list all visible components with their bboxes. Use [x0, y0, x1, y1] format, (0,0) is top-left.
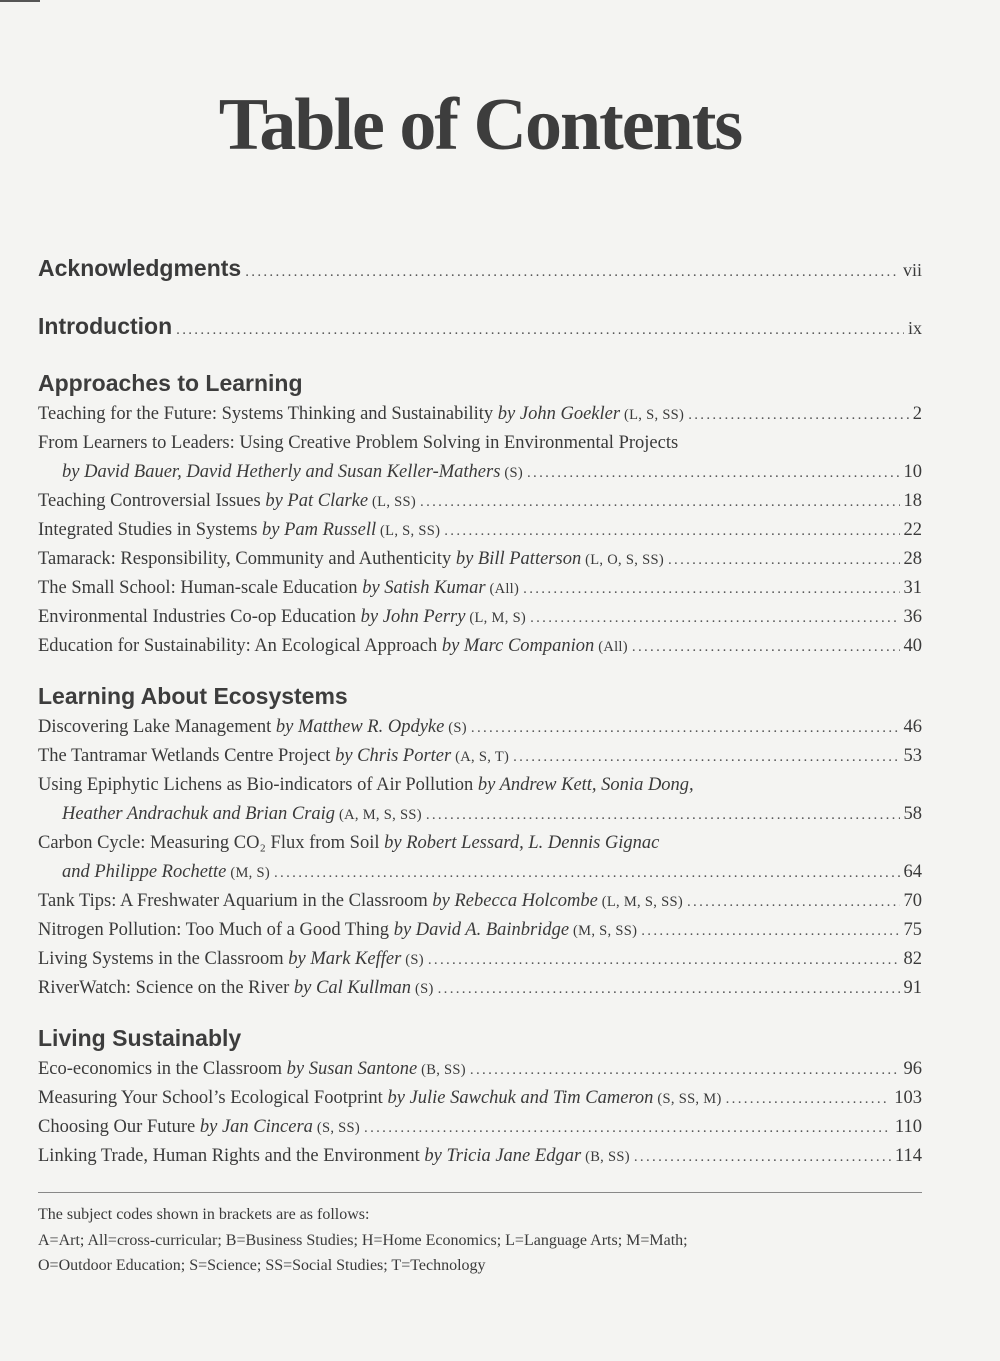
dot-leader — [687, 888, 900, 917]
dot-leader — [668, 546, 900, 575]
entry-author: by Matthew R. Opdyke — [275, 717, 445, 737]
toc-entry[interactable] — [38, 713, 922, 742]
toc-entry[interactable] — [38, 887, 922, 916]
toc-entry[interactable] — [38, 829, 922, 858]
subject-codes: (All) — [594, 639, 628, 655]
dot-leader — [176, 310, 904, 350]
subject-codes: (L, SS) — [368, 494, 417, 510]
toc-entry[interactable] — [38, 400, 922, 429]
entry-author: by Marc Companion — [441, 636, 595, 656]
dot-leader — [513, 743, 899, 772]
sections-container — [38, 346, 922, 1171]
page-number: 18 — [903, 491, 922, 511]
toc-entry[interactable] — [38, 603, 922, 632]
subject-codes: (S) — [500, 465, 523, 481]
footnote-line: The subject codes shown in brackets are as follows: — [38, 1206, 370, 1223]
entry-author: by Andrew Kett, Sonia Dong, — [477, 775, 694, 795]
page-number: 46 — [903, 717, 922, 737]
toc-entry[interactable] — [38, 916, 922, 945]
entry-title: Tamarack: Responsibility, Community and Authenticity — [38, 549, 456, 569]
entry-author: by Julie Sawchuk and Tim Cameron — [387, 1088, 654, 1108]
dot-leader — [444, 517, 899, 546]
page-number: 22 — [903, 520, 922, 540]
entry-title: Eco-economics in the Classroom — [38, 1059, 287, 1079]
entry-title: Nitrogen Pollution: Too Much of a Good Thing — [38, 920, 394, 940]
dot-leader — [438, 975, 900, 1004]
toc-entry[interactable] — [38, 742, 922, 771]
page-number: 103 — [894, 1088, 922, 1108]
subject-codes: (L, M, S) — [465, 610, 527, 626]
entry-title: Using Epiphytic Lichens as Bio-indicators of Air Pollution — [38, 775, 478, 795]
dot-leader — [523, 575, 899, 604]
dot-leader — [470, 1056, 900, 1085]
entry-title: Integrated Studies in Systems — [38, 520, 263, 540]
page-number: vii — [902, 260, 922, 280]
entry-author: by Chris Porter — [335, 746, 452, 766]
page-number: 110 — [894, 1117, 922, 1137]
corner-mark — [0, 0, 40, 2]
subject-codes: (S) — [444, 720, 467, 736]
entry-title: Education for Sustainability: An Ecological Approach — [38, 636, 442, 656]
entry-label: Acknowledgments — [38, 255, 242, 281]
footnote-line: A=Art; All=cross-curricular; B=Business Studies; H=Home Economics; L=Language Arts; M=Math; — [38, 1231, 688, 1249]
page-number: 53 — [903, 746, 922, 766]
entry-author: and Philippe Rochette — [62, 862, 227, 882]
page-number: 58 — [903, 804, 922, 824]
entry-title: Tank Tips: A Freshwater Aquarium in the Classroom — [38, 891, 433, 911]
subject-codes: (A, M, S, SS) — [335, 807, 422, 823]
toc-entry[interactable] — [38, 545, 922, 574]
page-title: Table of Contents — [218, 84, 742, 166]
entry-author: by Mark Keffer — [288, 949, 402, 969]
entry-title: The Tantramar Wetlands Centre Project — [38, 746, 336, 766]
page-number: 75 — [903, 920, 922, 940]
toc-entry-introduction[interactable] — [38, 306, 922, 346]
toc-entry[interactable] — [38, 574, 922, 603]
entry-label: Introduction — [38, 313, 173, 339]
entry-title: Carbon Cycle: Measuring CO₂ Flux from Soil — [38, 833, 385, 853]
entry-author: by Robert Lessard, L. Dennis Gignac — [384, 833, 660, 853]
subject-codes: (A, S, T) — [451, 749, 510, 765]
subject-codes: (S) — [411, 981, 434, 997]
footnote-line: O=Outdoor Education; S=Science; SS=Social Studies; T=Technology — [38, 1257, 486, 1274]
dot-leader — [527, 459, 900, 488]
table-of-contents — [38, 248, 922, 1171]
dot-leader — [688, 401, 909, 430]
subject-codes: (B, SS) — [417, 1062, 466, 1078]
subject-codes: (S) — [401, 952, 424, 968]
dot-leader — [641, 917, 899, 946]
dot-leader — [530, 604, 899, 633]
entry-title: Discovering Lake Management — [38, 717, 276, 737]
subject-codes-footnote — [38, 1202, 922, 1279]
toc-entry[interactable] — [38, 516, 922, 545]
toc-entry-acknowledgments[interactable] — [38, 248, 922, 288]
entry-author: by David Bauer, David Hetherly and Susan Keller-Mathers — [62, 462, 501, 482]
toc-entry[interactable] — [38, 858, 922, 887]
toc-entry[interactable] — [38, 458, 922, 487]
toc-entry[interactable] — [38, 945, 922, 974]
subject-codes: (L, S, SS) — [376, 523, 441, 539]
page-number: 10 — [903, 462, 922, 482]
section-heading: Living Sustainably — [38, 1025, 242, 1051]
entry-author: by John Goekler — [497, 404, 621, 424]
entry-author: by David A. Bainbridge — [393, 920, 570, 940]
toc-entry[interactable] — [38, 771, 922, 800]
entry-title: Living Systems in the Classroom — [38, 949, 289, 969]
subject-codes: (M, S, SS) — [569, 923, 638, 939]
toc-entry[interactable] — [38, 429, 922, 458]
page-number: 31 — [903, 578, 922, 598]
dot-leader — [426, 801, 900, 830]
entry-title: From Learners to Leaders: Using Creative Problem Solving in Environmental Projects — [38, 433, 679, 453]
toc-entry[interactable] — [38, 974, 922, 1003]
entry-author: by Cal Kullman — [293, 978, 412, 998]
entry-author: by Bill Patterson — [455, 549, 582, 569]
page-number: 70 — [903, 891, 922, 911]
dot-leader — [245, 252, 899, 292]
entry-author: by Pam Russell — [262, 520, 377, 540]
entry-title: Measuring Your School’s Ecological Footprint — [38, 1088, 388, 1108]
toc-entry[interactable] — [38, 1055, 922, 1084]
page-number: 36 — [903, 607, 922, 627]
subject-codes: (All) — [485, 581, 520, 597]
dot-leader — [428, 946, 900, 975]
entry-author: by Pat Clarke — [265, 491, 369, 511]
dot-leader — [632, 633, 900, 662]
page-number: 82 — [903, 949, 922, 969]
page-number: 40 — [903, 636, 922, 656]
entry-author: by Satish Kumar — [362, 578, 486, 598]
entry-author: by John Perry — [360, 607, 466, 627]
dot-leader — [364, 1114, 891, 1143]
subject-codes: (B, SS) — [581, 1149, 630, 1165]
entry-title: Teaching Controversial Issues — [38, 491, 266, 511]
subject-codes: (S, SS, M) — [653, 1091, 722, 1107]
entry-title: The Small School: Human-scale Education — [38, 578, 363, 598]
entry-title: Environmental Industries Co-op Education — [38, 607, 361, 627]
section-heading: Approaches to Learning — [38, 370, 303, 396]
page-number: 91 — [903, 978, 922, 998]
toc-entry[interactable] — [38, 1113, 922, 1142]
entry-author: by Tricia Jane Edgar — [424, 1146, 582, 1166]
toc-entry[interactable] — [38, 1084, 922, 1113]
page-number: 2 — [912, 404, 922, 424]
entry-title: Choosing Our Future — [38, 1117, 200, 1137]
page-number: 96 — [903, 1059, 922, 1079]
section-heading: Learning About Ecosystems — [38, 683, 348, 709]
page-number: 114 — [894, 1146, 922, 1166]
subject-codes: (L, S, SS) — [620, 407, 685, 423]
page-number: 28 — [903, 549, 922, 569]
entry-title: Teaching for the Future: Systems Thinking and Sustainability — [38, 404, 498, 424]
page-number: 64 — [903, 862, 922, 882]
toc-entry[interactable] — [38, 632, 922, 661]
subject-codes: (L, O, S, SS) — [581, 552, 664, 568]
entry-author: by Susan Santone — [286, 1059, 418, 1079]
dot-leader — [471, 714, 900, 743]
entry-author: by Rebecca Holcombe — [432, 891, 598, 911]
toc-entry[interactable] — [38, 1142, 922, 1171]
entry-author: Heather Andrachuk and Brian Craig — [62, 804, 336, 824]
page-number: ix — [907, 318, 922, 338]
subject-codes: (S, SS) — [312, 1120, 361, 1136]
subject-codes: (L, M, S, SS) — [597, 894, 683, 910]
entry-author: by Jan Cincera — [199, 1117, 313, 1137]
dot-leader — [726, 1085, 891, 1114]
toc-entry[interactable] — [38, 800, 922, 829]
toc-entry[interactable] — [38, 487, 922, 516]
dot-leader — [634, 1143, 891, 1172]
entry-title: Linking Trade, Human Rights and the Environment — [38, 1146, 425, 1166]
dot-leader — [420, 488, 899, 517]
subject-codes: (M, S) — [226, 865, 270, 881]
footnote-divider — [38, 1192, 922, 1193]
dot-leader — [274, 859, 900, 888]
entry-title: RiverWatch: Science on the River — [38, 978, 294, 998]
